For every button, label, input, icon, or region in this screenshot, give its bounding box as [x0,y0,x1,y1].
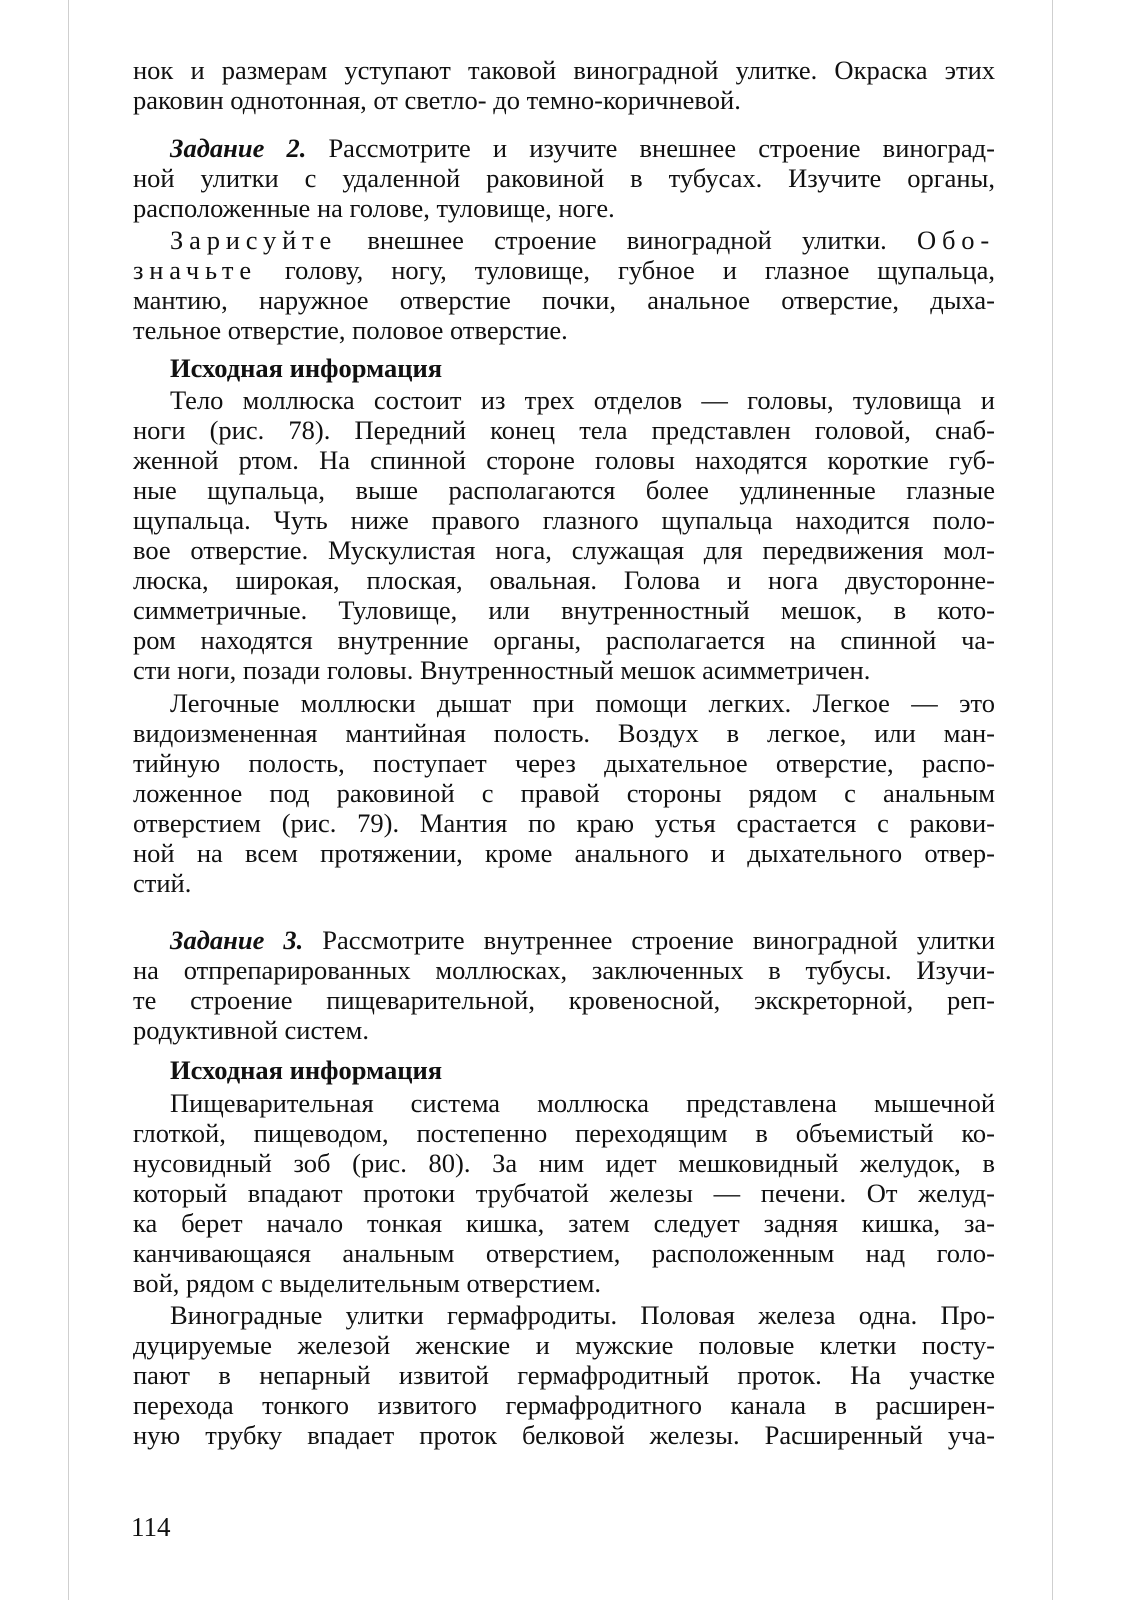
text-line: симметричные. Туловище, или внутренностный мешок, в кото- [133,595,995,625]
text-line: канчивающаяся анальным отверстием, расположенным над голо- [133,1238,995,1268]
text-line: ложенное под раковиной с правой стороны рядом с анальным [133,778,995,808]
text-line: женной ртом. На спинной стороне головы находятся короткие губ- [133,445,995,475]
text-line: стий. [133,868,192,898]
text-line: ка берет начало тонкая кишка, затем следует задняя кишка, за- [133,1208,995,1238]
text-line: пают в непарный извитой гермафродитный проток. На участке [133,1360,995,1390]
text-line: Тело моллюска состоит из трех отделов — головы, туловища и [170,385,995,415]
text-line: расположенные на голове, туловище, ноге. [133,193,615,223]
task2-draw-line [170,225,995,255]
text-line: родуктивной систем. [133,1015,369,1045]
text-line: глоткой, пищеводом, постепенно переходящим в объемистый ко- [133,1118,995,1148]
spaced-word: Обо- [916,225,995,255]
text-span: голову, ногу, туловище, губное и глазное щупальца, [256,255,995,285]
text-line: ноги (рис. 78). Передний конец тела представлен головой, снаб- [133,415,995,445]
text-line: дуцируемые железой женские и мужские половые клетки посту- [133,1330,995,1360]
text-line: ные щупальца, выше располагаются более удлиненные глазные [133,475,995,505]
page-edge-left [68,0,69,1600]
text-line: те строение пищеварительной, кровеносной, экскреторной, реп- [133,985,995,1015]
text-line: раковин однотонная, от светло- до темно-коричневой. [133,85,741,115]
text-line: видоизмененная мантийная полость. Воздух в легкое, или ман- [133,718,995,748]
task3-label: Задание 3. [170,925,304,955]
text-line: нусовидный зоб (рис. 80). За ним идет мешковидный желудок, в [133,1148,995,1178]
text-line: который впадают протоки трубчатой железы — печени. От желуд- [133,1178,995,1208]
spaced-word: Зарисуйте [170,225,338,255]
text-line: перехода тонкого извитого гермафродитного канала в расширен- [133,1390,995,1420]
text-span: внешнее строение виноградной улитки. [337,225,917,255]
task3-text: Рассмотрите внутреннее строение виноградной улитки [303,925,996,955]
text-line: ром находятся внутренние органы, располагается на спинной ча- [133,625,995,655]
text-line: тельное отверстие, половое отверстие. [133,315,568,345]
text-line: ной на всем протяжении, кроме анального и дыхательного отвер- [133,838,995,868]
text-line: нок и размерам уступают таковой виноградной улитке. Окраска этих [133,55,995,85]
text-line: щупальца. Чуть ниже правого глазного щупальца находится поло- [133,505,995,535]
section-heading: Исходная информация [170,353,443,383]
page-edge-right [1052,0,1053,1600]
text-line: ной улитки с удаленной раковиной в тубусах. Изучите органы, [133,163,995,193]
text-line: на отпрепарированных моллюсках, заключенных в тубусы. Изучи- [133,955,995,985]
text-line: ную трубку впадает проток белковой железы. Расширенный уча- [133,1420,995,1450]
text-line: Виноградные улитки гермафродиты. Половая железа одна. Про- [170,1300,995,1330]
text-line: вой, рядом с выделительным отверстием. [133,1268,601,1298]
task2-label: Задание 2. [170,133,307,163]
text-line: сти ноги, позади головы. Внутренностный мешок асимметричен. [133,655,871,685]
text-line: вое отверстие. Мускулистая нога, служащая для передвижения мол- [133,535,995,565]
task3-first-line [170,925,995,955]
task2-draw-line [133,255,995,285]
text-line: тийную полость, поступает через дыхательное отверстие, распо- [133,748,995,778]
page-number: 114 [131,1512,171,1542]
text-line: мантию, наружное отверстие почки, анальное отверстие, дыха- [133,285,995,315]
spaced-word: значьте [133,255,257,285]
task2-text: Рассмотрите и изучите внешнее строение виноград- [306,133,995,163]
text-line: Пищеварительная система моллюска представлена мышечной [170,1088,995,1118]
text-line: отверстием (рис. 79). Мантия по краю устья срастается с ракови- [133,808,995,838]
text-line: люска, широкая, плоская, овальная. Голова и нога двусторонне- [133,565,995,595]
text-line: Легочные моллюски дышат при помощи легких. Легкое — это [170,688,995,718]
task2-first-line [170,133,995,163]
section-heading: Исходная информация [170,1055,443,1085]
